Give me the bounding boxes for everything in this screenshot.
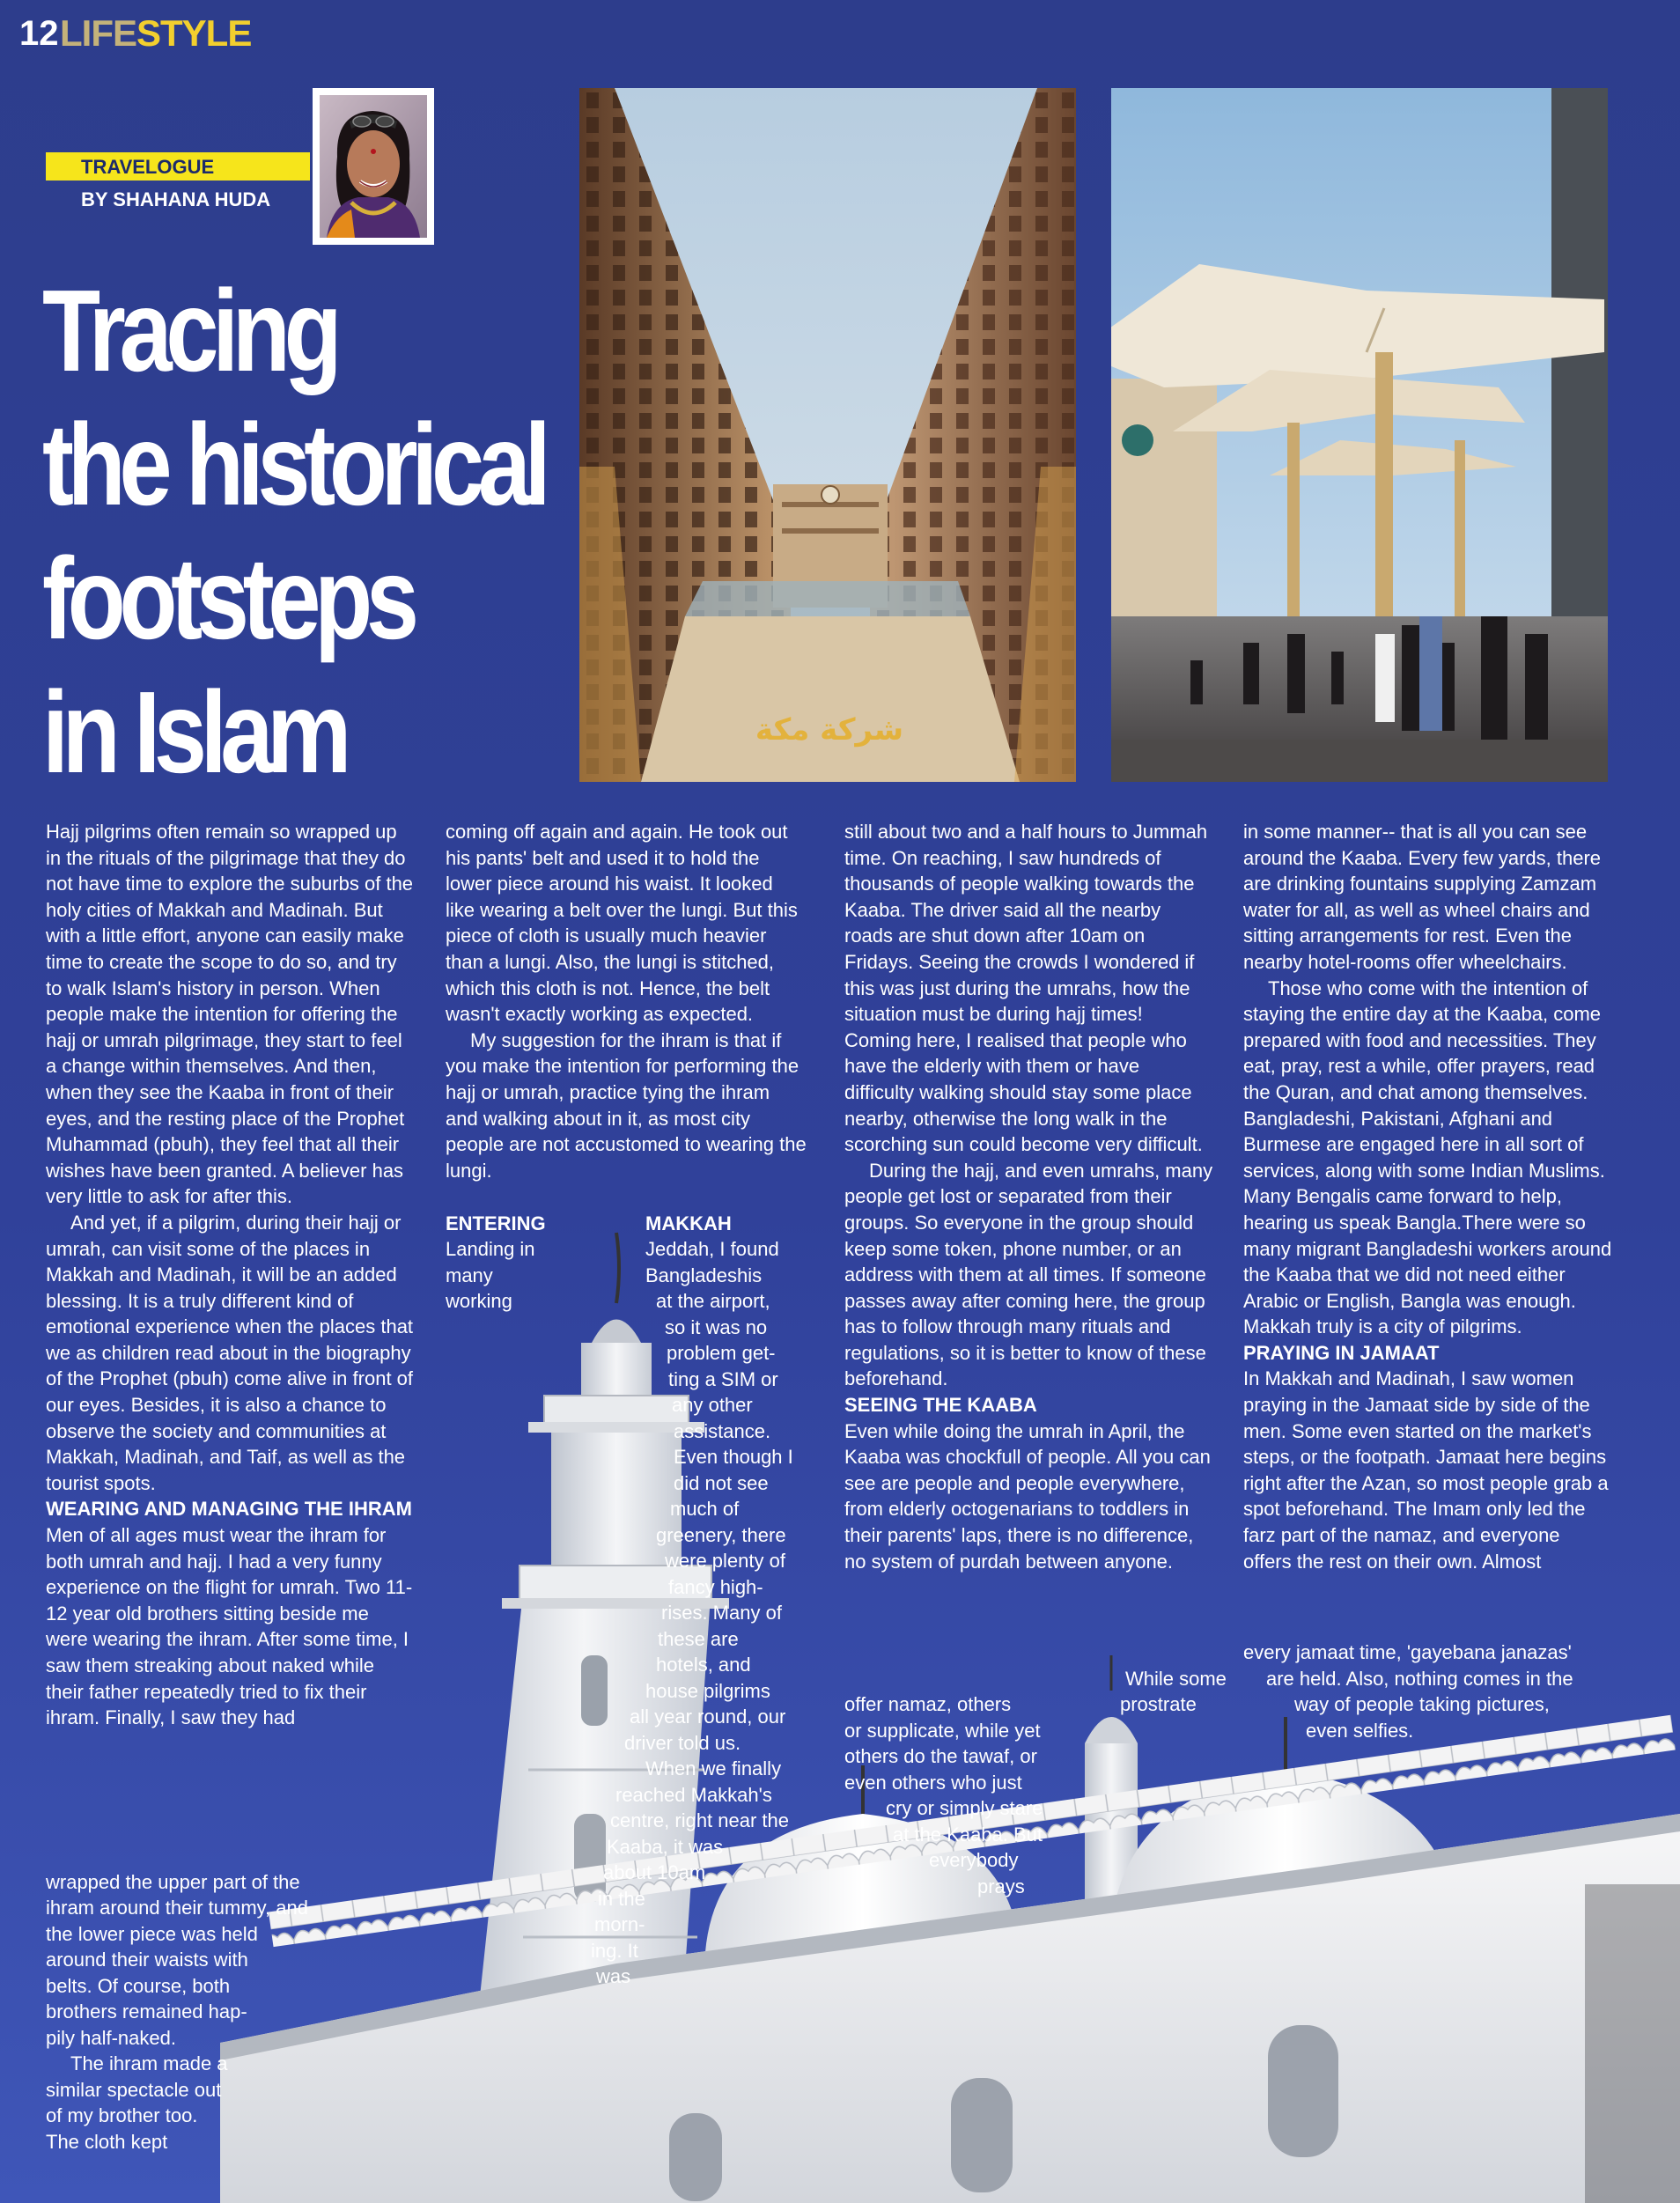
col4-tail-line: every jamaat time, 'gayebana janazas' — [1243, 1641, 1572, 1663]
section-title — [60, 12, 251, 55]
col1-paragraph-2: And yet, if a pilgrim, during their hajj or umrah, can visit some of the places in Makkah and Madinah, it will be an added blessing. It is a truly different kind of emotional experience when the places that we as children read about in the biography of the Prophet (pbuh) come alive in front of our eyes. Besides, it is also a chance to observe the society and communities at Makkah, Madinah, and Taif, as well as the tourist spots. — [46, 1211, 414, 1494]
photo-makkah-towers — [579, 88, 1076, 782]
col2-subheading-right: MAKKAH — [645, 1212, 732, 1234]
col2-left-line: working — [446, 1290, 512, 1312]
col2-right-line: house pilgrims — [645, 1680, 770, 1702]
col3-paragraph-3: Even while doing the umrah in April, the Kaaba was chockfull of people. All you can see are people and people everywhere, from elderly octogenarians to toddlers in their parents' laps, there is no difference, no system of purdah between anyone. — [844, 1419, 1211, 1573]
col3-tail-line: prostrate — [1120, 1693, 1197, 1715]
col1-tail-line: the lower piece was held — [46, 1923, 258, 1945]
col1-subheading: WEARING AND MANAGING THE IHRAM — [46, 1498, 412, 1521]
col2-paragraph-2: My suggestion for the ihram is that if you make the intention for performing the hajj or umrah, practice tying the ihram and walking about in it, as most city people are not accustomed to wearing the lungi. — [446, 1028, 807, 1182]
portrait-image — [320, 95, 427, 238]
col2-right-line: ing. It — [591, 1940, 638, 1962]
col2-right-line: was — [596, 1965, 631, 1987]
col2-left-line: Landing in — [446, 1238, 535, 1260]
photo-madinah-umbrellas — [1111, 88, 1608, 782]
col2-right-line: were plenty of — [665, 1550, 785, 1572]
col2-right-line: Bangladeshis — [645, 1264, 763, 1286]
col3-tail-line: at the Kaaba. But — [893, 1824, 1043, 1846]
col2-left-line: many — [446, 1264, 493, 1286]
kicker-label: TRAVELOGUE — [81, 156, 215, 178]
col2-right-line: fancy high- — [668, 1576, 763, 1598]
col4-subheading: PRAYING IN JAMAAT — [1243, 1341, 1440, 1364]
col2-right-line: driver told us. — [624, 1732, 741, 1754]
col3-tail-line: even others who just — [844, 1772, 1022, 1794]
author-byline: BY SHAHANA HUDA — [81, 188, 271, 210]
article-column-2 — [446, 819, 807, 1183]
col3-tail-line: or supplicate, while yet — [844, 1720, 1041, 1742]
col2-right-line: rises. Many of — [661, 1602, 782, 1624]
col2-right-line: all year round, our — [630, 1706, 786, 1728]
col2-subheading-left: ENTERING — [446, 1212, 546, 1234]
col2-right-line: problem get- — [667, 1342, 776, 1364]
article-column-3 — [844, 819, 1214, 1574]
col4-paragraph-3: In Makkah and Madinah, I saw women praying in the Jamaat side by side of the men. Some even started on the market's steps, or the footpath. Jamaat here begins right after the Azan, so most people grab a spot beforehand. The Imam only led the farz part of the namaz, and everyone offers the rest on their own. Almost — [1243, 1367, 1609, 1573]
col1-paragraph-1: Hajj pilgrims often remain so wrapped up in the rituals of the pilgrimage that they do not have time to explore the suburbs of the holy cities of Makkah and Madinah. But with a little effort, anyone can easily make time to create the scope to do so, and try to walk Islam's history in person. When people make the intention for offering the hajj or umrah pilgrimage, they start to feel a change within themselves. And then, when they see the Kaaba in front of their eyes, and the resting place of the Prophet Muhammad (pbuh), they feel that all their wishes have been granted. A believer has very little to ask for after this. — [46, 821, 414, 1208]
col3-tail-line: cry or simply stare — [886, 1797, 1043, 1819]
col3-tail-line: prays — [977, 1875, 1025, 1897]
col2-right-line: Even though I — [674, 1446, 793, 1468]
col2-right-line: assistance. — [674, 1420, 771, 1442]
col1-tail-line: The cloth kept — [46, 2131, 168, 2153]
col3-paragraph-2: During the hajj, and even umrahs, many people get lost or separated from their groups. So everyone in the group should keep some token, phone number, or an address with them at all times. If someone passes away after coming here, the group has to follow through many rituals and regulations, so it is better to know of these beforehand. — [844, 1159, 1213, 1390]
col3-subheading: SEEING THE KAABA — [844, 1394, 1037, 1417]
section-title-life: LIFE — [60, 12, 136, 54]
col3-paragraph-1: still about two and a half hours to Jummah time. On reaching, I saw hundreds of thousands of people walking towards the Kaaba. The driver said all the nearby roads are shut down after 10am on Fridays. Seeing the crowds I wondered if this was just during the umrahs, how the situation must be during hajj times! Coming here, I realised that people who have the elderly with them or have difficulty walking should stay some place nearby, otherwise the long walk in the scorching sun could become very difficult. — [844, 821, 1208, 1156]
col2-right-line: much of — [670, 1498, 740, 1520]
col2-right-line: When we finally — [645, 1757, 782, 1779]
col2-right-line: at the airport, — [656, 1290, 770, 1312]
col2-right-line: any other — [672, 1394, 753, 1416]
col1-tail-line: ihram around their tummy, and — [46, 1897, 308, 1919]
col1-tail-line: of my brother too. — [46, 2104, 198, 2126]
col1-tail-line: pily half-naked. — [46, 2027, 176, 2049]
col1-paragraph-3: Men of all ages must wear the ihram for both umrah and hajj. I had a very funny experience on the flight for umrah. Two 11-12 year old brothers sitting beside me were wearing the ihram. After some time, I saw them streaking about naked while their father repeatedly tried to fix their ihram. Finally, I saw they had — [46, 1524, 413, 1729]
col3-tail-line: offer namaz, others — [844, 1693, 1012, 1715]
col2-paragraph-1: coming off again and again. He took out his pants' belt and used it to hold the lower piece around his waist. It looked like wearing a belt over the lungi. But this piece of cloth is usually much heavier than a lungi. Also, the lungi is stitched, which this cloth is not. Hence, the belt wasn't exactly working as expected. — [446, 821, 798, 1026]
col2-right-line: morn- — [594, 1913, 645, 1935]
col2-right-line: these are — [658, 1628, 739, 1650]
col4-paragraph-1: in some manner-- that is all you can see around the Kaaba. Every few yards, there are drinking fountains supplying Zamzam water for all, as well as wheel chairs and sitting arrangements for rest. Even the nearby hotel-rooms offer wheelchairs. — [1243, 821, 1602, 973]
author-portrait — [313, 88, 434, 245]
headline-line-1: Tracing — [42, 266, 336, 395]
article-column-4 — [1243, 819, 1613, 1574]
col1-tail-line: around their waists with — [46, 1949, 248, 1971]
col4-tail-line: even selfies. — [1306, 1720, 1414, 1742]
col3-tail-line: others do the tawaf, or — [844, 1745, 1037, 1767]
hotel-sign: شركة مكة — [755, 712, 904, 748]
col2-right-line: reached Makkah's — [615, 1784, 772, 1806]
section-title-style: STYLE — [136, 12, 252, 54]
col3-tail-line: everybody — [929, 1849, 1019, 1871]
page-number: 12 — [19, 14, 59, 53]
col2-right-line: in the — [598, 1888, 645, 1910]
col2-right-line: Kaaba, it was — [607, 1836, 724, 1858]
col2-right-line: hotels, and — [656, 1654, 751, 1676]
headline — [42, 264, 571, 799]
col1-tail-line: belts. Of course, both — [46, 1975, 231, 1997]
col2-right-line: greenery, there — [656, 1524, 786, 1546]
col4-tail-line: are held. Also, nothing comes in the — [1266, 1668, 1573, 1690]
col1-tail-line: wrapped the upper part of the — [46, 1871, 300, 1893]
col3-tail-line: While some — [1125, 1668, 1227, 1690]
col2-right-line: did not see — [674, 1472, 769, 1494]
headline-line-4: in Islam — [42, 667, 346, 797]
col2-right-line: so it was no — [665, 1316, 768, 1338]
col2-right-line: about 10am — [603, 1861, 706, 1883]
col1-tail-line: The ihram made a — [70, 2052, 228, 2074]
col2-right-line: centre, right near the — [610, 1809, 790, 1831]
article-column-1 — [46, 819, 416, 1731]
col4-tail-line: way of people taking pictures, — [1294, 1693, 1550, 1715]
headline-line-2: the historical — [42, 400, 545, 529]
col4-paragraph-2: Those who come with the intention of staying the entire day at the Kaaba, come prepared with food and necessities. They eat, pray, rest a while, offer prayers, read the Quran, and chat among themselves. Bangladeshi, Pakistani, Afghani and Burmese are engaged here in all sort of services, along with some Indian Muslims. Many Bengalis came forward to help, hearing us speak Bangla.There were so many migrant Bangladeshi workers around the Kaaba that we did not need either Arabic or English, Bangla was enough. Makkah truly is a city of pilgrims. — [1243, 976, 1612, 1338]
col2-right-line: ting a SIM or — [668, 1368, 778, 1390]
col1-tail-line: brothers remained hap- — [46, 2000, 247, 2022]
headline-line-3: footsteps — [42, 534, 413, 663]
col1-tail-line: similar spectacle out — [46, 2079, 222, 2101]
col2-right-line: Jeddah, I found — [645, 1238, 779, 1260]
